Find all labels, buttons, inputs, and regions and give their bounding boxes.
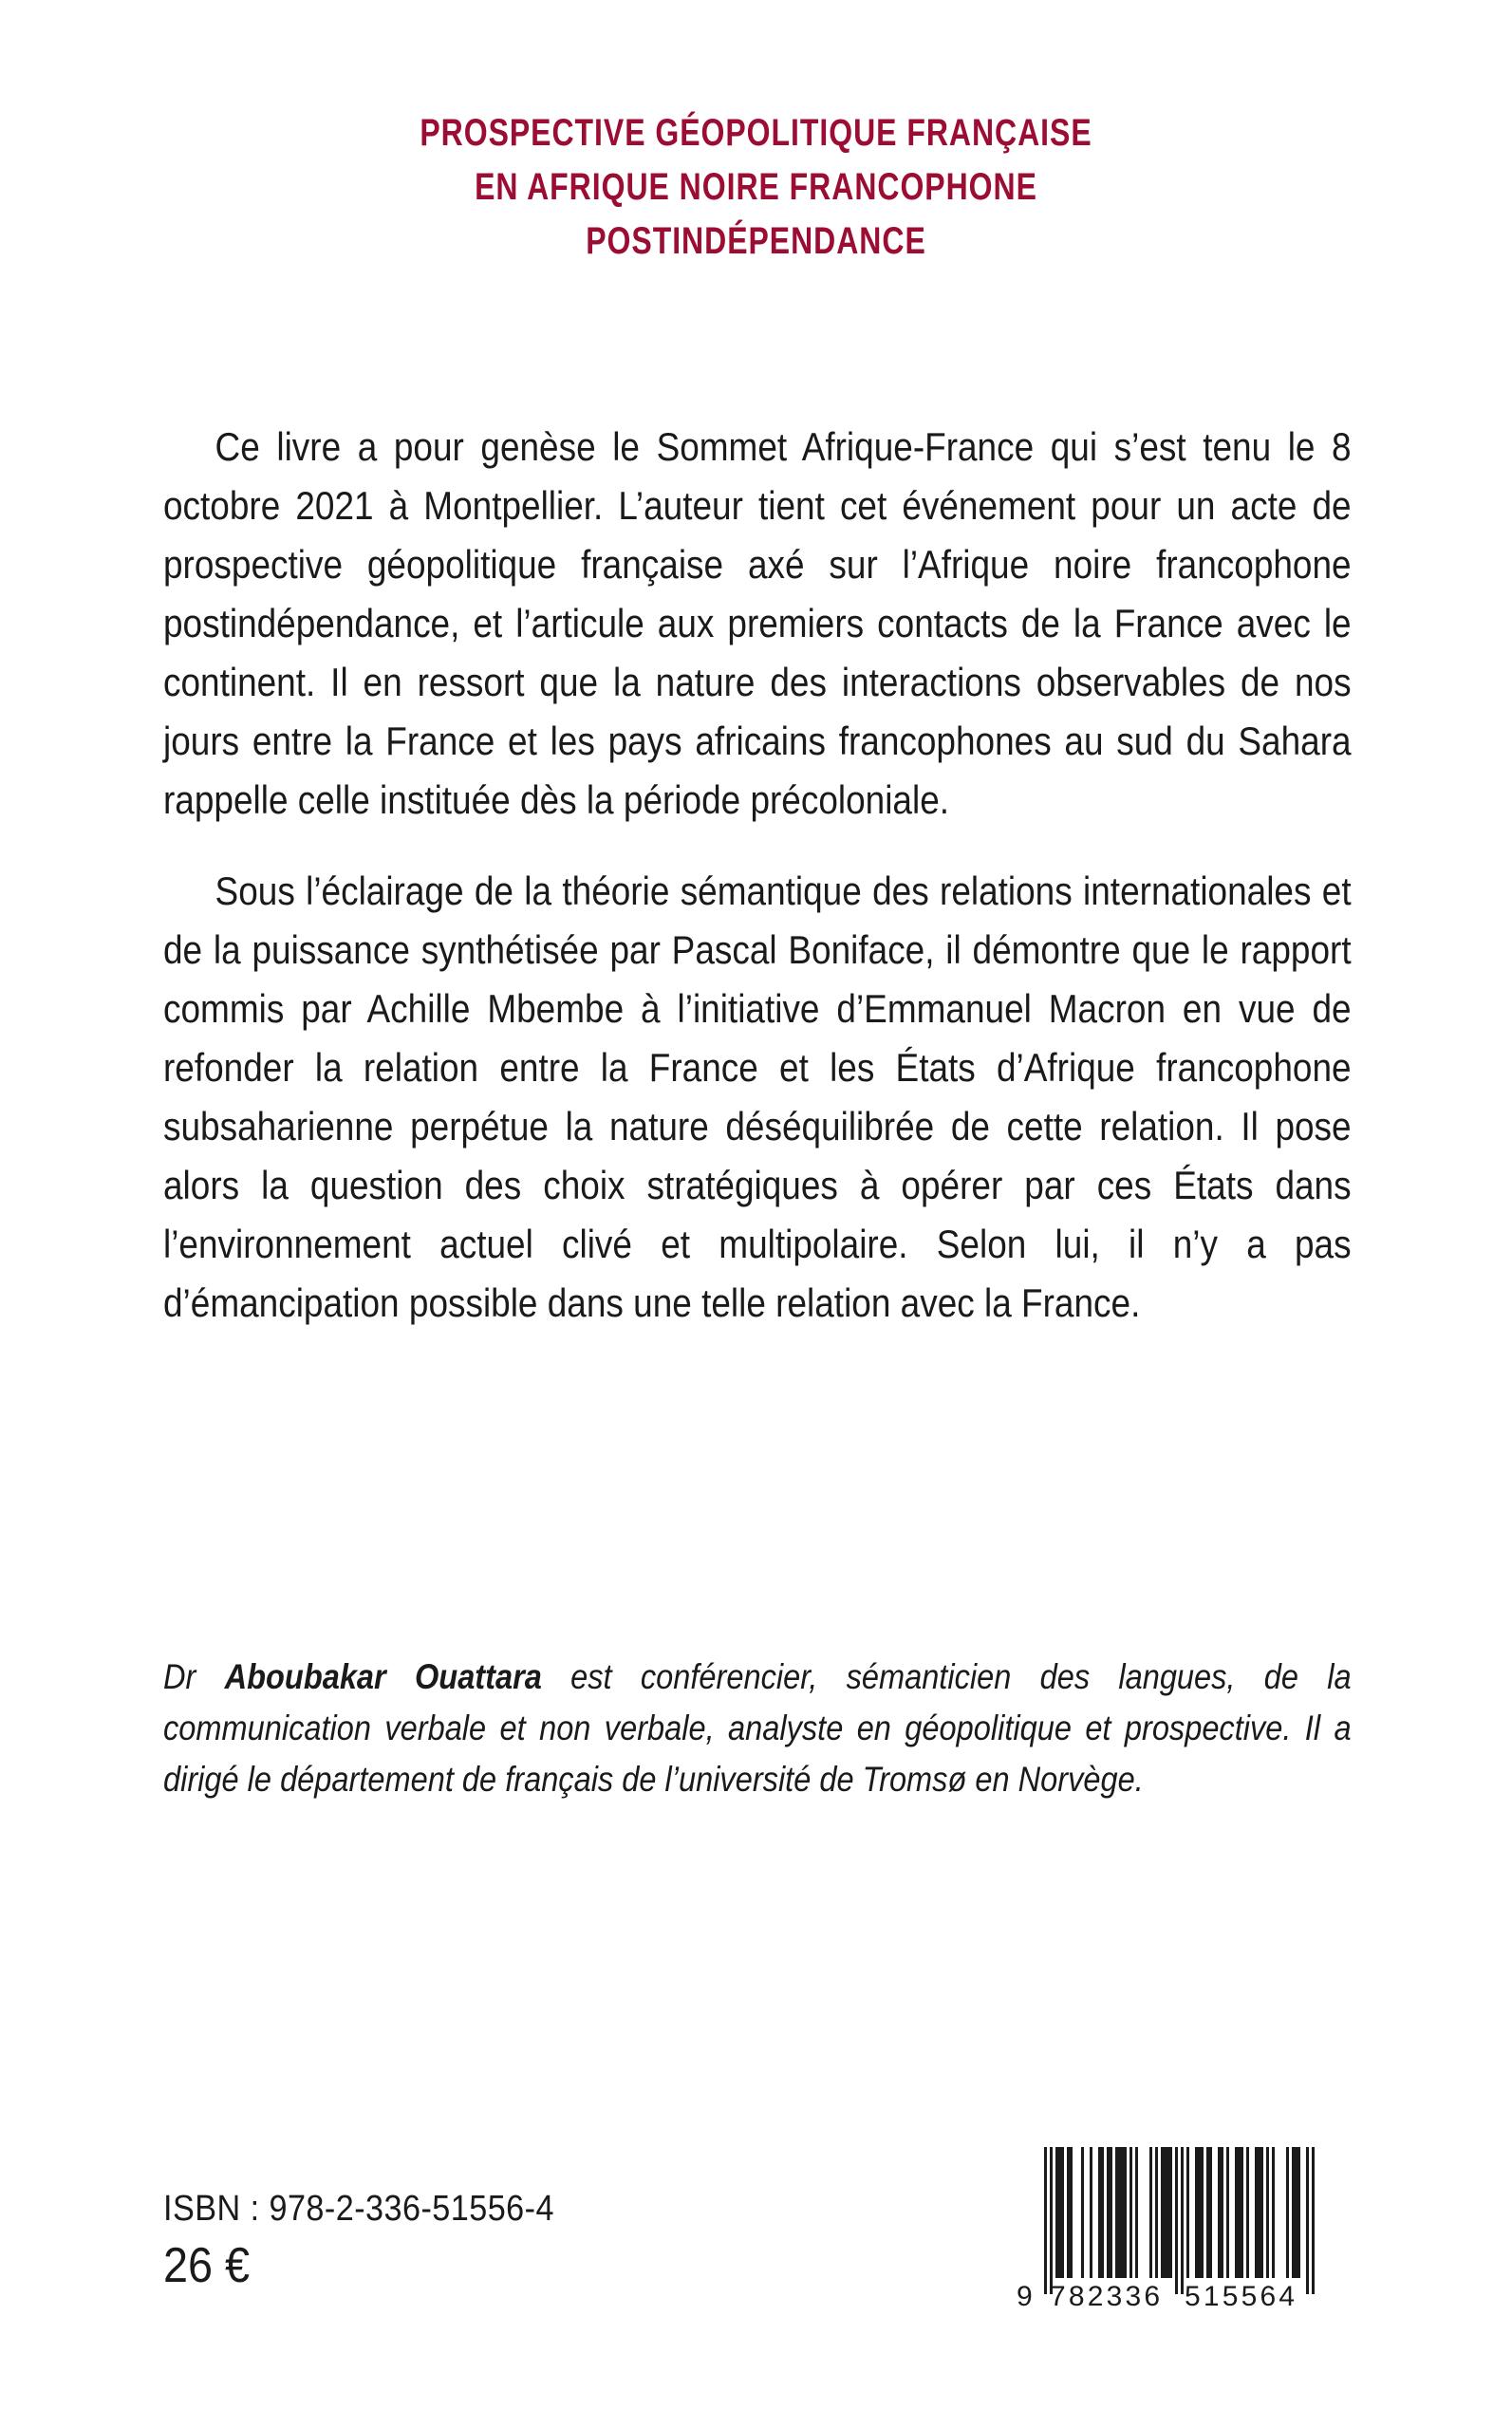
svg-text:9: 9 [1017, 2281, 1033, 2310]
price-text: 26 € [163, 2238, 251, 2293]
author-bio [163, 1652, 1352, 1805]
bio-text: est conférencier, sémanticien des langues, de la communication verbale et non verbale, analyste en géopolitique et prospective. Il a dirigé le département de français de l’université de Tromsø en Norvège. [163, 1657, 1352, 1799]
isbn-text: ISBN : 978-2-336-51556-4 [163, 2189, 554, 2229]
title-line-3: POSTINDÉPENDANCE [586, 220, 926, 262]
barcode-container [1008, 2130, 1331, 2310]
author-bio-section [163, 1652, 1352, 1805]
bio-prefix: Dr [163, 1657, 225, 1696]
svg-text:515564: 515564 [1185, 2281, 1298, 2310]
blurb-section [163, 418, 1352, 1333]
isbn-price-block [163, 2185, 828, 2293]
author-name: Aboubakar Ouattara [224, 1657, 542, 1696]
svg-text:782336: 782336 [1050, 2281, 1164, 2310]
title-line-1: PROSPECTIVE GÉOPOLITIQUE FRANÇAISE [420, 112, 1092, 154]
blurb-paragraph-2: Sous l’éclairage de la théorie sémantique des relations internationales et de la puissance synthétisée par Pascal Boniface, il démontre que le rapport commis par Achille Mbembe à l’initiative d’Emmanuel Macron en vue de refonder la relation entre la France et les États d’Afrique francophone subsaharienne perpétue la nature déséquilibrée de cette relation. Il pose alors la question des choix stratégiques à opérer par ces États dans l’environnement actuel clivé et multipolaire. Selon lui, il n’y a pas d’émancipation possible dans une telle relation avec la France. [163, 868, 1352, 1325]
book-title [0, 106, 1512, 269]
blurb-paragraph-1: Ce livre a pour genèse le Sommet Afrique-France qui s’est tenu le 8 octobre 2021 à Montpellier. L’auteur tient cet événement pour un acte de prospective géopolitique française axé sur l’Afrique noire francophone postindépendance, et l’articule aux premiers contacts de la France avec le continent. Il en ressort que la nature des interactions observables de nos jours entre la France et les pays africains francophones au sud du Sahara rappelle celle instituée dès la période précoloniale. [163, 424, 1352, 822]
title-line-2: EN AFRIQUE NOIRE FRANCOPHONE [475, 166, 1037, 208]
ean13-barcode-icon [1008, 2130, 1331, 2310]
